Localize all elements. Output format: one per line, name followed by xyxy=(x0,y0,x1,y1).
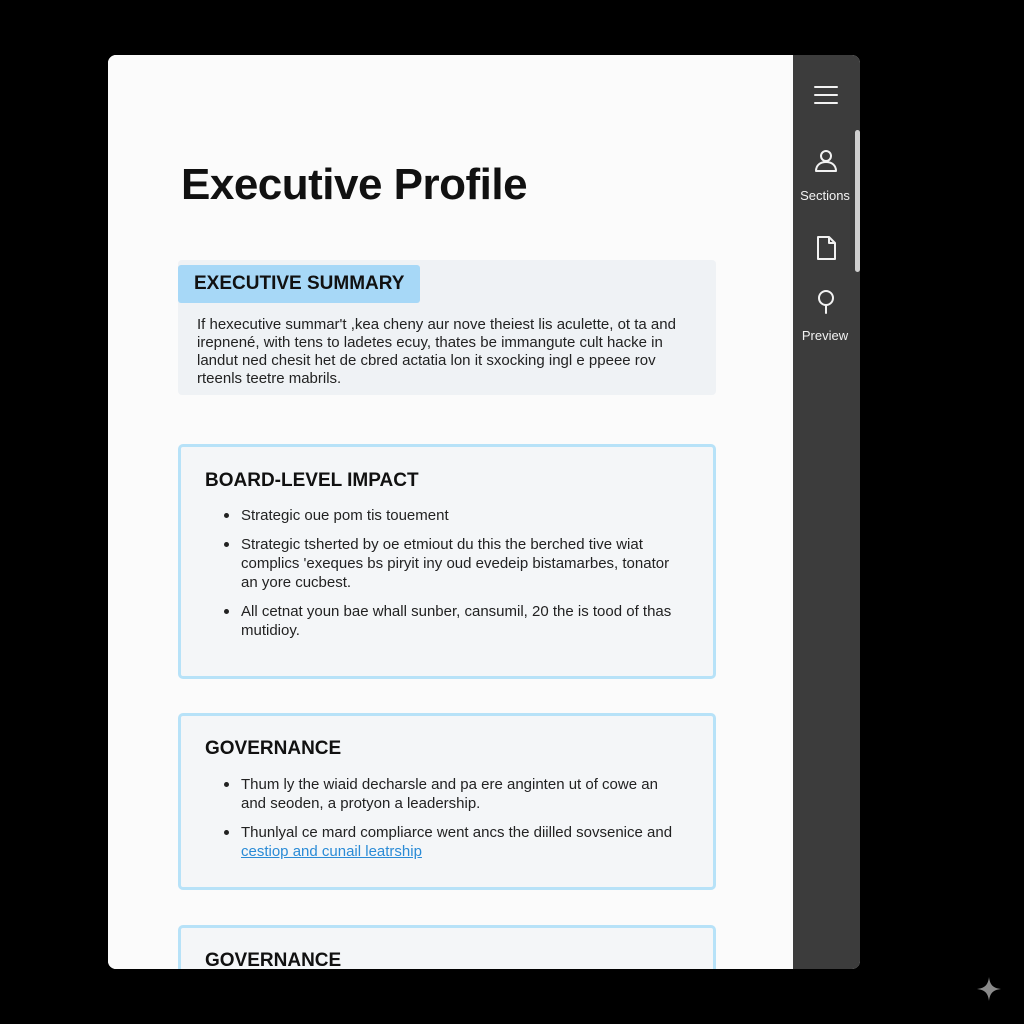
governance-list xyxy=(205,775,681,871)
right-sidebar xyxy=(793,55,860,969)
app-window xyxy=(108,55,860,969)
sidebar-item-sections[interactable]: Sections xyxy=(800,188,850,203)
list-item xyxy=(241,823,681,861)
document-canvas xyxy=(108,55,793,969)
list-item-text: Thunlyal ce mard compliarce went ancs the diilled sovsenice and xyxy=(241,824,673,841)
person-icon[interactable] xyxy=(813,147,839,173)
sparkle-icon xyxy=(976,976,1002,1002)
board-level-impact-card xyxy=(178,444,716,679)
hamburger-menu-icon[interactable] xyxy=(813,82,839,108)
list-item: All cetnat youn bae whall sunber, cansumil, 20 the is tood of thas mutidioy. xyxy=(241,602,681,640)
executive-summary-section xyxy=(178,260,716,395)
sidebar-item-preview[interactable]: Preview xyxy=(801,328,849,343)
board-list xyxy=(205,506,681,650)
board-heading: BOARD-LEVEL IMPACT xyxy=(205,470,419,491)
summary-body: If hexecutive summar't ,kea cheny aur nove theiest lis aculette, ot ta and irepnené, with tens to ladetes ecuy, thates be immangute cult hacke in landut ned chesit het de cbred actatia lon it sxocking ingl e ppeee rov rteenls teetre mabrils. xyxy=(197,316,676,387)
governance-heading: GOVERNANCE xyxy=(205,738,342,759)
governance-card xyxy=(178,713,716,890)
list-item: Strategic tsherted by oe etmiout du this the berched tive wiat complics 'exeques bs piryit iny oud evedeip bistamarbes, tonator an yore cucbest. xyxy=(241,535,681,592)
leadership-link[interactable]: cestiop and cunail leatrship xyxy=(241,843,422,860)
list-item: Thum ly the wiaid decharsle and pa ere anginten ut of cowe an and seoden, a protyon a leadership. xyxy=(241,775,681,813)
document-icon[interactable] xyxy=(813,235,839,261)
page-title: Executive Profile xyxy=(181,160,528,209)
list-item: Strategic oue pom tis touement xyxy=(241,506,681,525)
location-pin-icon[interactable] xyxy=(813,288,839,314)
summary-heading: EXECUTIVE SUMMARY xyxy=(178,265,420,303)
governance-card-2 xyxy=(178,925,716,969)
governance-heading-2: GOVERNANCE xyxy=(205,950,342,969)
